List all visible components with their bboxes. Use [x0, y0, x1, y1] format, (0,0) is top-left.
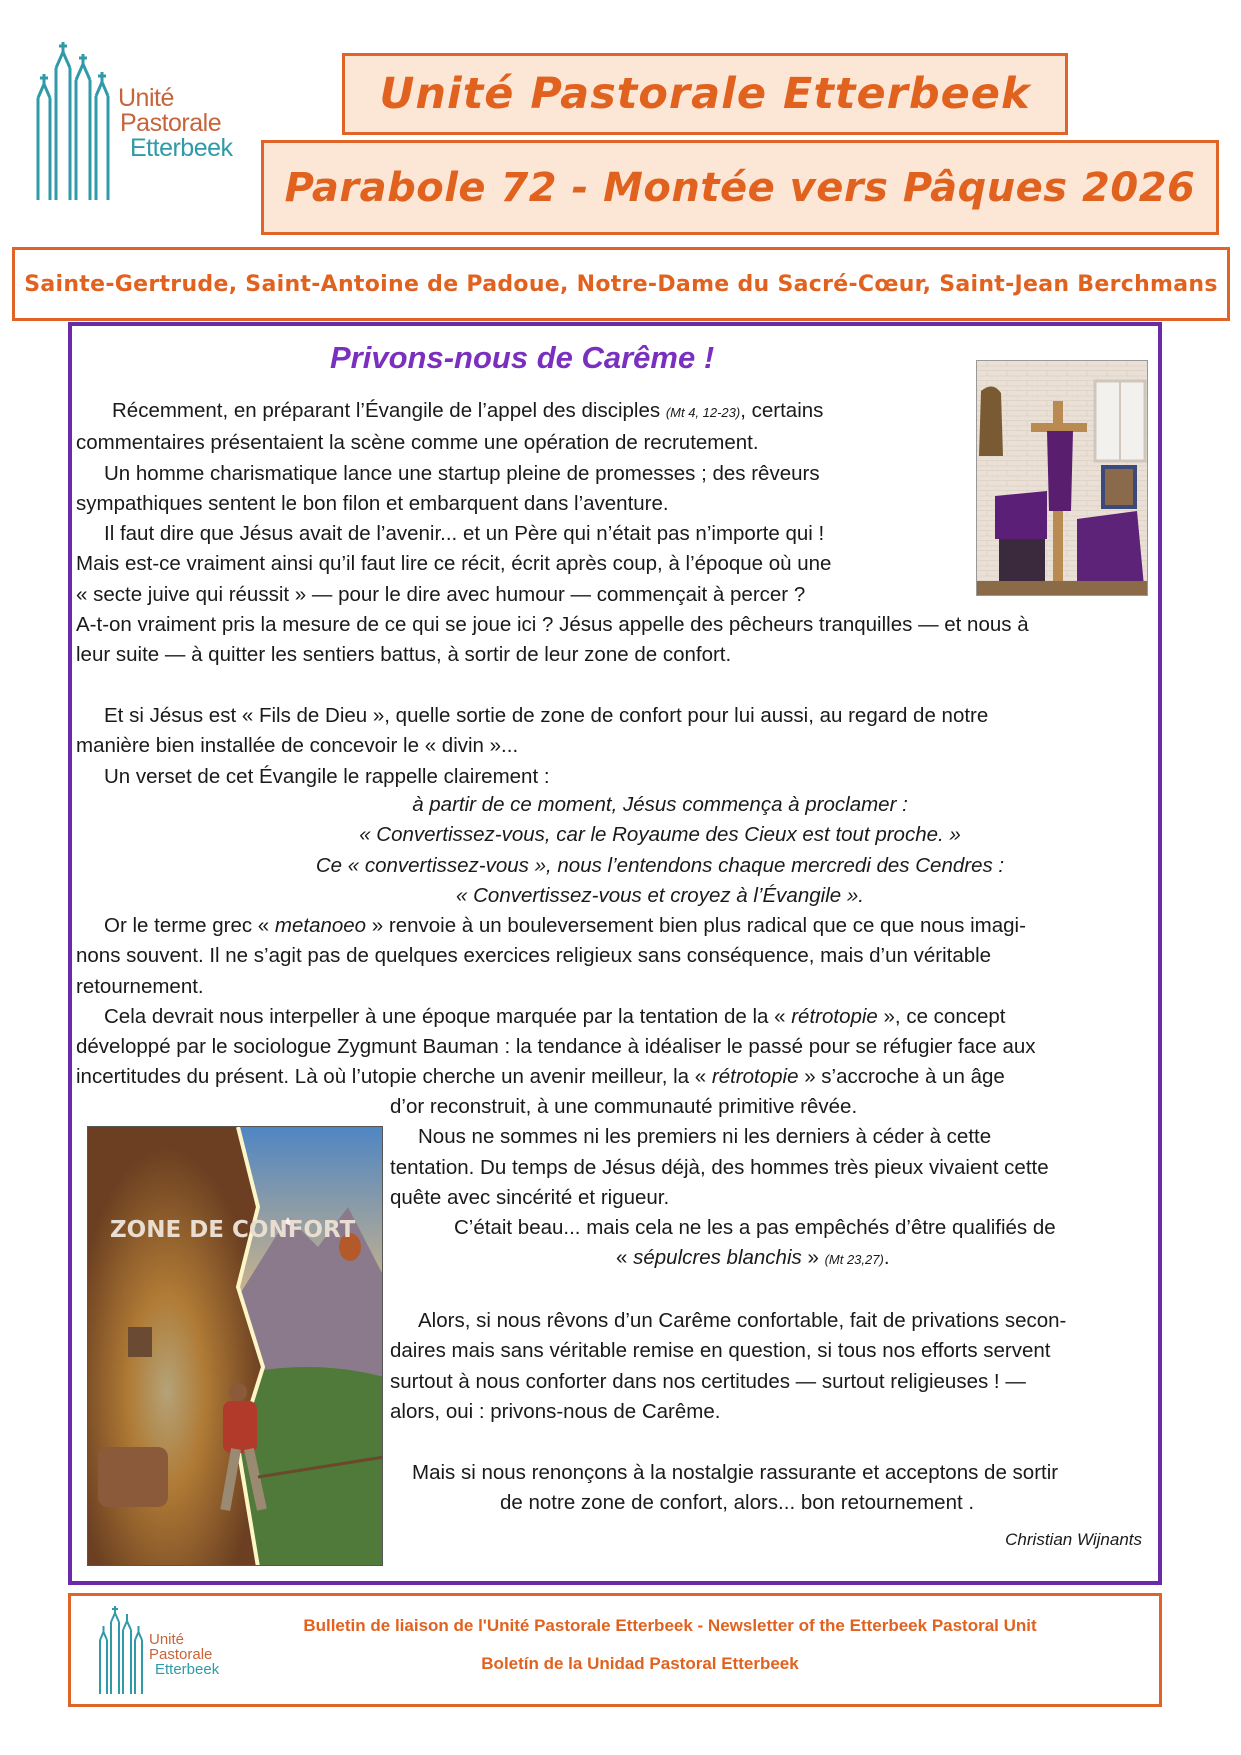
text-line: retournement.	[76, 974, 204, 998]
scripture-quote	[72, 790, 1158, 911]
text-line: , certains	[740, 399, 824, 422]
text-line: nons souvent. Il ne s’agit pas de quelques exercices religieux sans conséquence, mais d’un véritable	[76, 944, 992, 968]
text-line: « secte juive qui réussit » — pour le dire avec humour — commençait à percer ?	[76, 582, 806, 606]
article-body-right	[390, 1092, 1066, 1518]
quote-line: Ce « convertissez-vous », nous l’entendons chaque mercredi des Cendres :	[315, 853, 1005, 877]
text-line: » renvoie à un bouleversement bien plus radical que ce que nous imagi-	[366, 914, 1026, 937]
parishes-list: Sainte-Gertrude, Saint-Antoine de Padoue, Notre-Dame du Sacré-Cœur, Saint-Jean Berchmans	[24, 271, 1218, 297]
page-title: Unité Pastorale Etterbeek	[379, 69, 1031, 119]
logo-wordmark	[118, 86, 233, 161]
text-line: de notre zone de confort, alors... bon retournement .	[500, 1490, 975, 1514]
scripture-ref: (Mt 4, 12-23)	[665, 405, 741, 420]
text-line: Nous ne sommes ni les premiers ni les derniers à céder à cette	[418, 1125, 992, 1149]
text-line: A-t-on vraiment pris la mesure de ce qui se joue ici ? Jésus appelle des pêcheurs tranquilles — et nous à	[76, 613, 1029, 637]
quote-line: à partir de ce moment, Jésus commença à proclamer :	[412, 793, 908, 816]
article-body-middle	[76, 911, 1036, 1093]
page-title-box	[342, 53, 1068, 135]
article-frame	[68, 322, 1162, 1585]
text-line: .	[883, 1246, 890, 1270]
text-line: Un homme charismatique lance une startup pleine de promesses ; des rêveurs	[104, 461, 820, 485]
logo-line-1: Unité	[118, 84, 174, 112]
text-line: Un verset de cet Évangile le rappelle clairement :	[104, 764, 550, 788]
text-line: développé par le sociologue Zygmunt Bauman : la tendance à idéaliser le passé pour se réfugier face aux	[76, 1035, 1036, 1059]
text-line: leur suite — à quitter les sentiers battus, à sortir de leur zone de confort.	[76, 643, 732, 667]
footer-tagline-es: Boletín de la Unidad Pastoral Etterbeek	[481, 1654, 799, 1673]
comfort-zone-illustration	[87, 1126, 383, 1566]
text-line: C’était beau... mais cela ne les a pas empêchés d’être qualifiés de	[454, 1216, 1056, 1240]
article-headline: Privons-nous de Carême !	[330, 340, 715, 375]
text-line: sympathiques sentent le bon filon et embarquent dans l’aventure.	[76, 491, 669, 515]
quote-line: « Convertissez-vous et croyez à l’Évangile ».	[456, 883, 864, 907]
scripture-ref: (Mt 23,27)	[824, 1252, 884, 1268]
term-italic: rétrotopie	[791, 1004, 878, 1028]
logo-line-3: Etterbeek	[130, 134, 233, 162]
text-line: Il faut dire que Jésus avait de l’avenir... et un Père qui n’était pas n’importe qui !	[104, 522, 825, 546]
text-line: manière bien installée de concevoir le « divin »...	[76, 734, 519, 758]
text-line: daires mais sans véritable remise en question, si tous nos efforts servent	[390, 1339, 1051, 1363]
logo-line-2: Pastorale	[149, 1646, 213, 1663]
term-italic: rétrotopie	[711, 1065, 799, 1089]
issue-title: Parabole 72 - Montée vers Pâques 2026	[284, 164, 1196, 211]
text-line: alors, oui : privons-nous de Carême.	[390, 1399, 721, 1423]
parishes-box	[12, 247, 1230, 321]
logo-line-1: Unité	[149, 1631, 185, 1648]
issue-title-box	[261, 140, 1219, 235]
greek-term: metanoeo	[274, 914, 367, 937]
text-line: Or le terme grec «	[104, 914, 275, 937]
author-signature: Christian Wijnants	[1005, 1530, 1142, 1549]
term-italic: sépulcres blanchis	[633, 1246, 802, 1270]
text-line: » s’accroche à un âge	[798, 1065, 1005, 1089]
text-line: Alors, si nous rêvons d’un Carême confortable, fait de privations secon-	[418, 1309, 1067, 1333]
footer-tagline-fr-en: Bulletin de liaison de l'Unité Pastorale Etterbeek - Newsletter of the Etterbeek Pastoral Unit	[303, 1616, 1037, 1635]
logo-line-2: Pastorale	[120, 109, 222, 137]
article-body-upper	[76, 396, 1029, 792]
text-line: d’or reconstruit, à une communauté primitive rêvée.	[390, 1095, 858, 1118]
text-line: commentaires présentaient la scène comme une opération de recrutement.	[76, 431, 759, 455]
illustration-caption: ZONE DE CONFORT	[110, 1217, 356, 1243]
text-line: Et si Jésus est « Fils de Dieu », quelle sortie de zone de confort pour lui aussi, au regard de notre	[104, 703, 989, 727]
text-line: », ce concept	[877, 1004, 1006, 1028]
unit-logo	[34, 40, 244, 200]
text-line: Cela devrait nous interpeller à une époque marquée par la tentation de la «	[104, 1004, 792, 1028]
text-line: »	[801, 1246, 825, 1270]
quote-line: « Convertissez-vous, car le Royaume des Cieux est tout proche. »	[359, 823, 961, 847]
text-line: quête avec sincérité et rigueur.	[390, 1185, 670, 1209]
text-line: Récemment, en préparant l’Évangile de l’appel des disciples	[112, 399, 666, 422]
text-line: incertitudes du présent. Là où l’utopie cherche un avenir meilleur, la «	[76, 1065, 712, 1089]
footer-box	[68, 1593, 1162, 1707]
church-spires-icon	[34, 40, 124, 200]
logo-line-3: Etterbeek	[155, 1661, 220, 1678]
text-line: tentation. Du temps de Jésus déjà, des hommes très pieux vivaient cette	[390, 1155, 1049, 1179]
text-line: Mais est-ce vraiment ainsi qu’il faut lire ce récit, écrit après coup, à l’époque où une	[76, 552, 832, 576]
text-line: Mais si nous renonçons à la nostalgie rassurante et acceptons de sortir	[412, 1460, 1059, 1484]
text-line: «	[616, 1246, 634, 1270]
text-line: surtout à nous conforter dans nos certitudes — surtout religieuses ! —	[390, 1369, 1026, 1393]
